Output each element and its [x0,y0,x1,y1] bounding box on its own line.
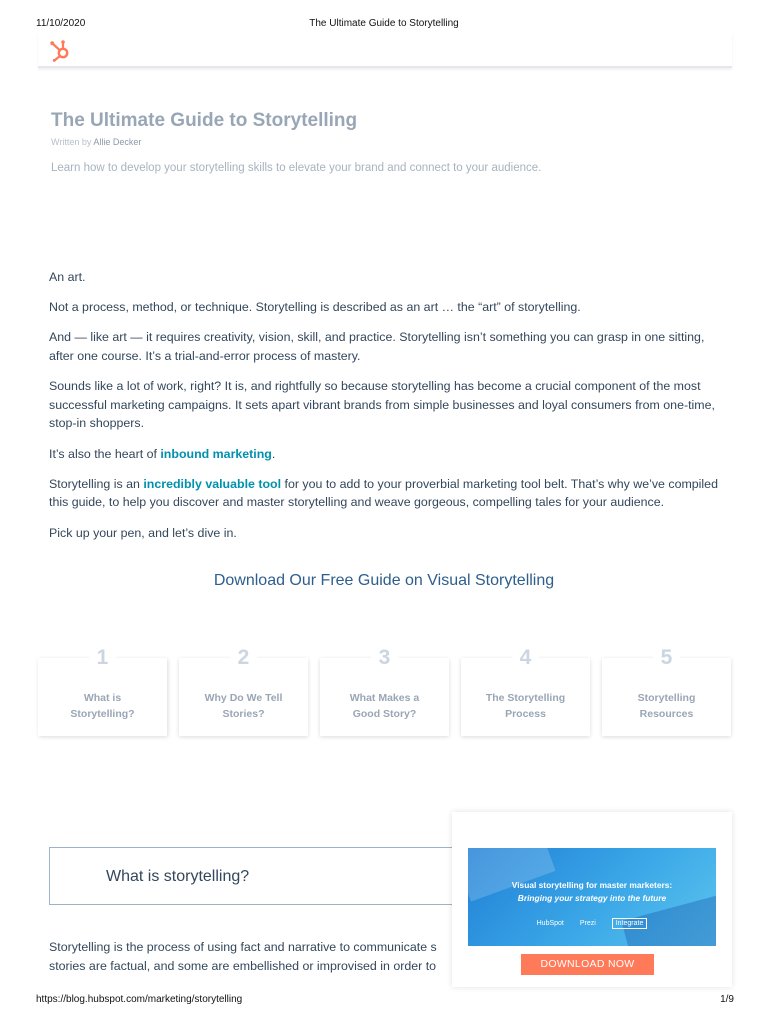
chapter-card-5[interactable] [602,646,731,736]
integrate-logo: Integrate [612,918,648,929]
paragraph-text: for you to add to your proverbial marketing tool belt. That’s why we’ve compiled this guide, to help you discover and master storytelling and weave gorgeous, compelling tales for your audience. [49,476,718,510]
sidebar-ad [452,812,732,987]
ad-banner-image[interactable] [468,848,716,946]
chapter-card-1[interactable] [38,646,167,736]
chapter-number: 5 [602,646,731,670]
prezi-logo: Prezi [579,920,596,927]
article-body [49,268,729,554]
ad-headline: Visual storytelling for master marketers: [511,880,673,890]
paragraph: Not a process, method, or technique. Storytelling is described as an art … the “art” of storytelling. [49,300,581,315]
chapter-card-2[interactable] [179,646,308,736]
section-heading-box [49,847,469,905]
article-intro: Learn how to develop your storytelling skills to elevate your brand and connect to your audience. [51,162,542,174]
paragraph-line: Storytelling is the process of using fact and narrative to communicate s [49,940,437,954]
section-heading: What is storytelling? [106,868,250,885]
chapter-nav [38,646,732,738]
print-page-title: The Ultimate Guide to Storytelling [309,18,459,29]
byline-prefix: Written by [51,137,92,147]
print-date: 11/10/2020 [36,18,86,29]
paragraph-line: stories are factual, and some are embellished or improvised in order to [49,959,437,973]
paragraph-text: It’s also the heart of [49,446,161,461]
chapter-label: What Makes a Good Story? [349,692,420,720]
chapter-label: The Storytelling Process [485,692,566,720]
paragraph [49,445,729,464]
paragraph [49,475,729,512]
chapter-card-4[interactable] [461,646,590,736]
author-link[interactable]: Allie Decker [93,137,142,147]
chapter-card-3[interactable] [320,646,449,736]
ad-partner-logos [468,920,716,927]
paragraph-text: . [271,446,276,461]
inbound-marketing-link[interactable]: inbound marketing [160,446,272,461]
print-url: https://blog.hubspot.com/marketing/storytelling [36,994,243,1005]
ad-subheadline: Bringing your strategy into the future [517,893,667,903]
section-paragraph [49,938,459,980]
site-header [38,32,732,68]
valuable-tool-link[interactable]: incredibly valuable tool [143,476,282,491]
paragraph: Pick up your pen, and let’s dive in. [49,525,237,540]
chapter-number: 1 [38,646,167,670]
article-title: The Ultimate Guide to Storytelling [51,110,358,131]
paragraph: And — like art — it requires creativity, vision, skill, and practice. Storytelling isn’t something you can grasp in one sitting, after one course. It’s a trial-and-error process of mastery. [49,330,705,363]
paragraph-text: Storytelling is an [49,476,144,491]
download-now-button[interactable]: DOWNLOAD NOW [521,954,654,975]
chapter-number: 3 [320,646,449,670]
paragraph: Sounds like a lot of work, right? It is, and rightfully so because storytelling has become a crucial component of the most successful marketing campaigns. It sets apart vibrant brands from simple businesses and loyal consumers from one-time, stop-in shoppers. [49,379,715,431]
paragraph: An art. [49,270,86,284]
hubspot-logo: HubSpot [536,920,564,927]
hubspot-sprocket-icon[interactable] [48,38,72,62]
chapter-number: 2 [179,646,308,670]
download-guide-link[interactable]: Download Our Free Guide on Visual Storytelling [213,572,555,589]
chapter-number: 4 [461,646,590,670]
chapter-label: Why Do We Tell Stories? [204,692,283,720]
byline [51,137,141,147]
chapter-label: What is Storytelling? [70,692,135,720]
print-page-number: 1/9 [720,994,734,1005]
chapter-label: Storytelling Resources [637,692,696,720]
